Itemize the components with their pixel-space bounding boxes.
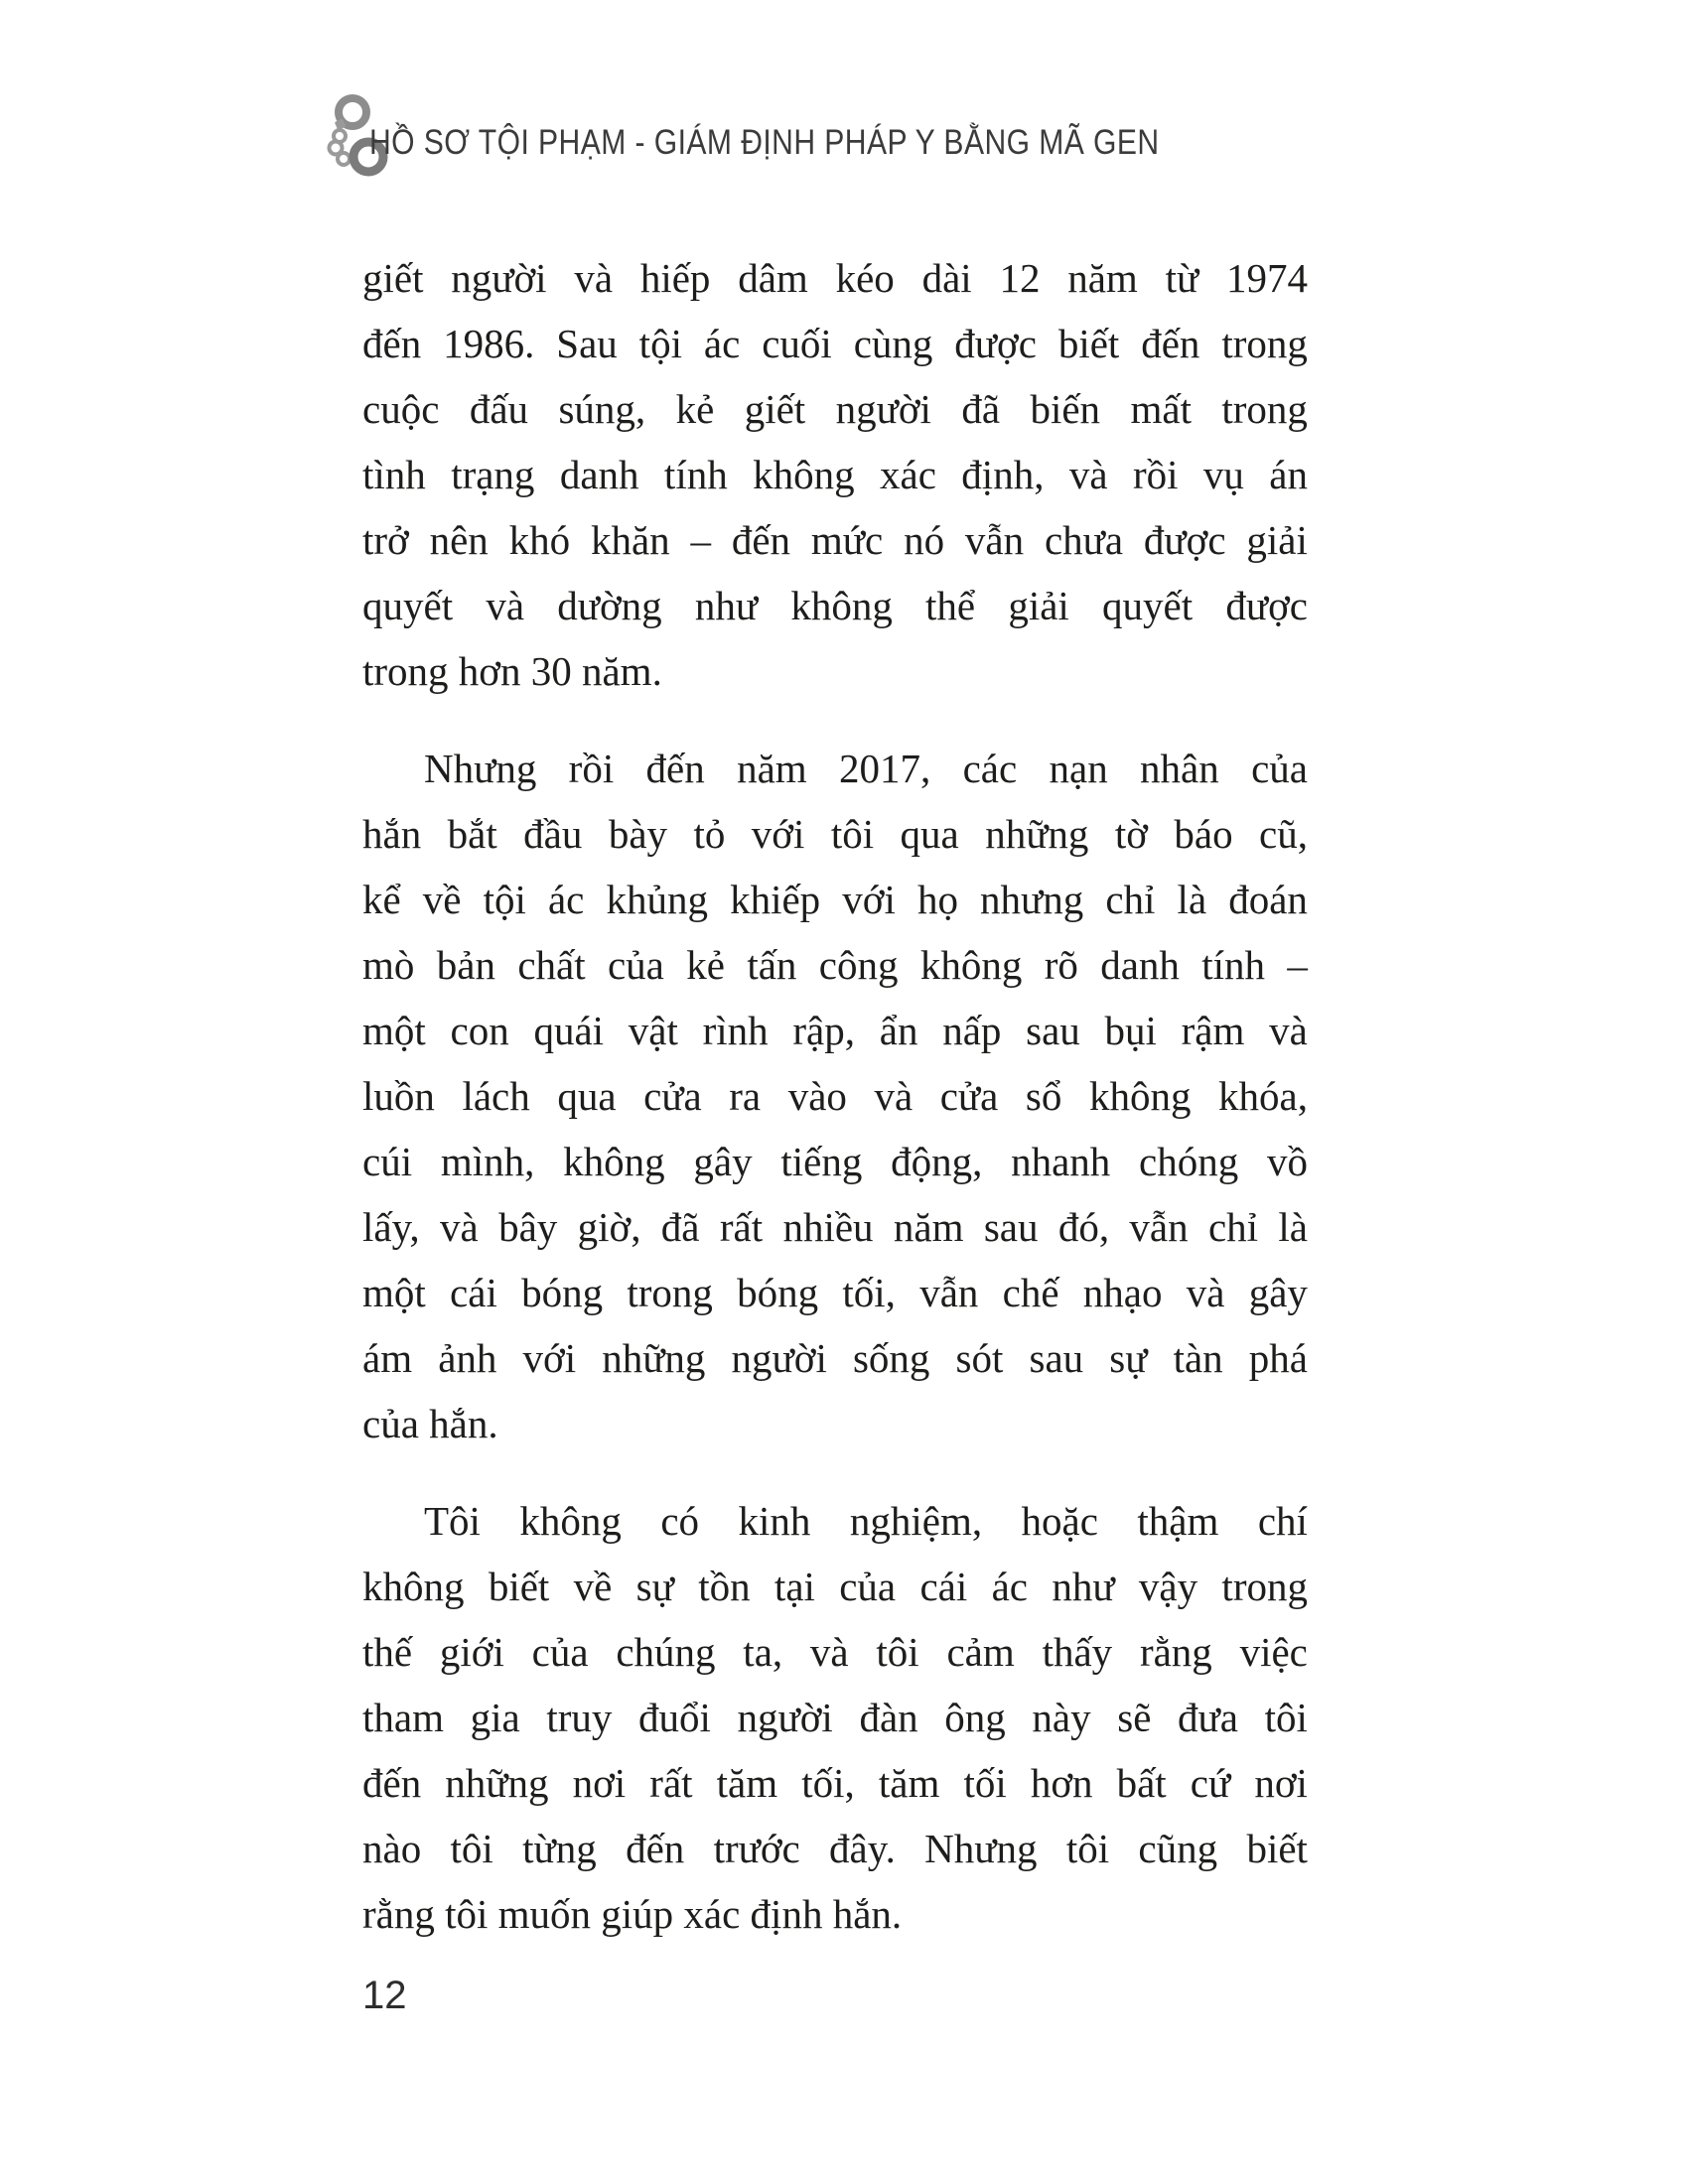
header-title: HỒ SƠ TỘI PHẠM - GIÁM ĐỊNH PHÁP Y BẰNG MÃ GEN <box>369 123 1160 162</box>
text-line: cuộc đấu súng, kẻ giết người đã biến mất trong <box>362 386 1308 432</box>
text-line: Nhưng rồi đến năm 2017, các nạn nhân của <box>424 746 1308 791</box>
text-line: thế giới của chúng ta, và tôi cảm thấy rằng việc <box>362 1629 1308 1675</box>
text-line: luồn lách qua cửa ra vào và cửa sổ không khóa, <box>362 1073 1308 1119</box>
text-line: đến những nơi rất tăm tối, tăm tối hơn bất cứ nơi <box>362 1760 1308 1806</box>
text-line: của hắn. <box>362 1401 498 1446</box>
text-line: không biết về sự tồn tại của cái ác như vậy trong <box>362 1564 1308 1609</box>
text-line: kể về tội ác khủng khiếp với họ nhưng chỉ là đoán <box>362 877 1308 922</box>
text-line: trong hơn 30 năm. <box>362 648 662 694</box>
text-line: quyết và dường như không thể giải quyết được <box>362 583 1308 628</box>
text-line: tình trạng danh tính không xác định, và rồi vụ án <box>362 452 1308 497</box>
text-line: nào tôi từng đến trước đây. Nhưng tôi cũng biết <box>362 1826 1308 1871</box>
text-line: tham gia truy đuổi người đàn ông này sẽ đưa tôi <box>362 1695 1308 1740</box>
text-line: Tôi không có kinh nghiệm, hoặc thậm chí <box>424 1498 1308 1544</box>
page-number: 12 <box>362 1974 407 2017</box>
text-line: mò bản chất của kẻ tấn công không rõ danh tính – <box>362 942 1308 988</box>
text-line: một cái bóng trong bóng tối, vẫn chế nhạo và gây <box>362 1270 1308 1315</box>
body-text <box>362 245 1308 1947</box>
text-line: rằng tôi muốn giúp xác định hắn. <box>362 1891 903 1937</box>
text-line: đến 1986. Sau tội ác cuối cùng được biết đến trong <box>362 321 1308 366</box>
text-line: cúi mình, không gây tiếng động, nhanh chóng vồ <box>362 1139 1308 1184</box>
text-line: hắn bắt đầu bày tỏ với tôi qua những tờ báo cũ, <box>362 811 1308 857</box>
paragraph <box>362 245 1308 704</box>
text-line: giết người và hiếp dâm kéo dài 12 năm từ 1974 <box>362 255 1308 301</box>
text-line: lấy, và bây giờ, đã rất nhiều năm sau đó, vẫn chỉ là <box>362 1204 1308 1250</box>
text-line: ám ảnh với những người sống sót sau sự tàn phá <box>362 1335 1308 1381</box>
text-line: trở nên khó khăn – đến mức nó vẫn chưa được giải <box>362 517 1308 563</box>
text-line: một con quái vật rình rập, ẩn nấp sau bụi rậm và <box>362 1008 1308 1053</box>
running-header <box>369 123 1288 163</box>
paragraph <box>362 736 1308 1456</box>
paragraph <box>362 1488 1308 1947</box>
